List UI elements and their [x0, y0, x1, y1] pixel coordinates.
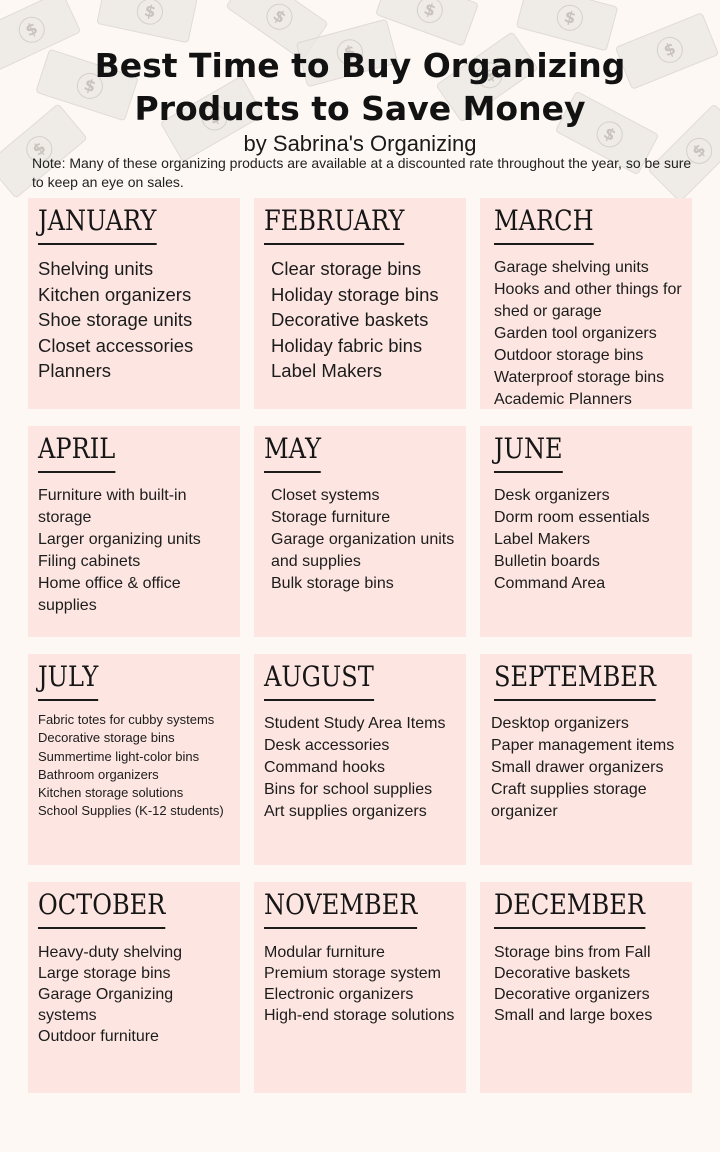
item-list — [494, 485, 686, 595]
list-item: Waterproof storage bins — [494, 369, 665, 386]
month-title: APRIL — [38, 430, 115, 473]
month-title: FEBRUARY — [264, 202, 404, 245]
page-title — [0, 44, 720, 130]
list-item: Small drawer organizers — [491, 759, 664, 776]
list-item: Clear storage bins — [271, 258, 422, 279]
month-title: NOVEMBER — [264, 886, 417, 929]
month-card-october — [28, 882, 240, 1093]
month-card-january — [28, 198, 240, 409]
list-item: Holiday storage bins — [271, 283, 439, 305]
item-list — [38, 942, 234, 1047]
item-list — [264, 713, 460, 823]
list-item: Kitchen organizers — [38, 283, 192, 305]
list-item: Garage Organizing systems — [38, 986, 174, 1024]
list-item: Closet systems — [271, 487, 380, 504]
month-title: JULY — [38, 658, 98, 701]
list-item: Premium storage system — [264, 965, 441, 982]
month-title: OCTOBER — [38, 886, 165, 929]
list-item: Desktop organizers — [491, 715, 629, 732]
item-list — [494, 942, 686, 1026]
month-card-august — [254, 654, 466, 865]
month-card-april — [28, 426, 240, 637]
list-item: Outdoor storage bins — [494, 347, 644, 364]
list-item: Garage organization units and supplies — [271, 531, 455, 570]
month-card-september — [480, 654, 692, 865]
month-card-june — [480, 426, 692, 637]
list-item: Bulk storage bins — [271, 575, 394, 592]
month-card-december — [480, 882, 692, 1093]
list-item: Decorative baskets — [494, 965, 631, 982]
list-item: Decorative baskets — [271, 309, 429, 330]
list-item: Academic Planners — [494, 391, 632, 408]
month-title: AUGUST — [264, 658, 374, 701]
list-item: Storage bins from Fall — [494, 944, 651, 961]
month-title: JANUARY — [38, 202, 156, 245]
item-list — [494, 257, 688, 409]
month-card-july — [28, 654, 240, 865]
header — [0, 44, 720, 158]
list-item: Modular furniture — [264, 944, 385, 961]
list-item: Home office & office supplies — [38, 575, 181, 614]
list-item: School Supplies (K-12 students) — [38, 803, 224, 819]
month-card-february — [254, 198, 466, 409]
list-item: Garden tool organizers — [494, 325, 657, 342]
list-item: Outdoor furniture — [38, 1028, 159, 1045]
list-item: Shelving units — [38, 258, 154, 279]
list-item: Decorative storage bins — [38, 730, 175, 746]
title-line-2: Products to Save Money — [134, 89, 586, 128]
month-title: SEPTEMBER — [494, 658, 656, 701]
list-item: Bulletin boards — [494, 553, 600, 570]
list-item: Planners — [38, 360, 112, 381]
list-item: Heavy-duty shelving — [38, 944, 183, 961]
list-item: Bins for school supplies — [264, 781, 433, 798]
list-item: Label Makers — [494, 531, 591, 548]
title-line-1: Best Time to Buy Organizing — [94, 46, 626, 85]
byline: by Sabrina's Organizing — [243, 131, 477, 156]
list-item: Small and large boxes — [494, 1007, 653, 1024]
month-title: DECEMBER — [494, 886, 645, 929]
list-item: Craft supplies storage organizer — [491, 781, 647, 820]
list-item: Decorative organizers — [494, 986, 650, 1003]
month-card-november — [254, 882, 466, 1093]
list-item: High-end storage solutions — [264, 1007, 455, 1024]
list-item: Garage shelving units — [494, 259, 649, 276]
list-item: Kitchen storage solutions — [38, 785, 184, 801]
list-item: Shoe storage units — [38, 309, 193, 330]
list-item: Command hooks — [264, 759, 385, 776]
item-list — [38, 256, 234, 384]
list-item: Hooks and other things for shed or garage — [494, 281, 682, 320]
list-item: Filing cabinets — [38, 553, 141, 570]
note-text: Note: Many of these organizing products are available at a discounted rate throughout the year, so be sure to keep an eye on sales. — [32, 155, 692, 190]
dollar-bill-icon — [96, 0, 198, 43]
item-list — [271, 256, 460, 384]
list-item: Summertime light-color bins — [38, 748, 200, 764]
list-item: Large storage bins — [38, 965, 171, 982]
month-card-may — [254, 426, 466, 637]
list-item: Furniture with built-in storage — [38, 487, 187, 526]
list-item: Paper management items — [491, 737, 675, 754]
list-item: Electronic organizers — [264, 986, 414, 1003]
list-item: Label Makers — [271, 360, 383, 381]
list-item: Dorm room essentials — [494, 509, 650, 526]
list-item: Desk organizers — [494, 487, 610, 504]
list-item: Student Study Area Items — [264, 715, 446, 732]
item-list — [38, 711, 234, 821]
item-list — [271, 485, 460, 595]
list-item: Desk accessories — [264, 737, 390, 754]
list-item: Holiday fabric bins — [271, 334, 423, 356]
list-item: Closet accessories — [38, 334, 194, 356]
list-item: Art supplies organizers — [264, 803, 427, 820]
month-card-march — [480, 198, 692, 409]
list-item: Storage furniture — [271, 509, 391, 526]
months-grid — [28, 198, 692, 1093]
list-item: Larger organizing units — [38, 531, 201, 548]
list-item: Fabric totes for cubby systems — [38, 712, 215, 727]
item-list — [38, 485, 234, 617]
list-item: Bathroom organizers — [38, 766, 159, 782]
item-list — [491, 713, 686, 823]
month-title: JUNE — [494, 430, 563, 473]
month-title: MARCH — [494, 202, 594, 245]
month-title: MAY — [264, 430, 321, 473]
list-item: Command Area — [494, 575, 606, 592]
item-list — [264, 942, 460, 1026]
